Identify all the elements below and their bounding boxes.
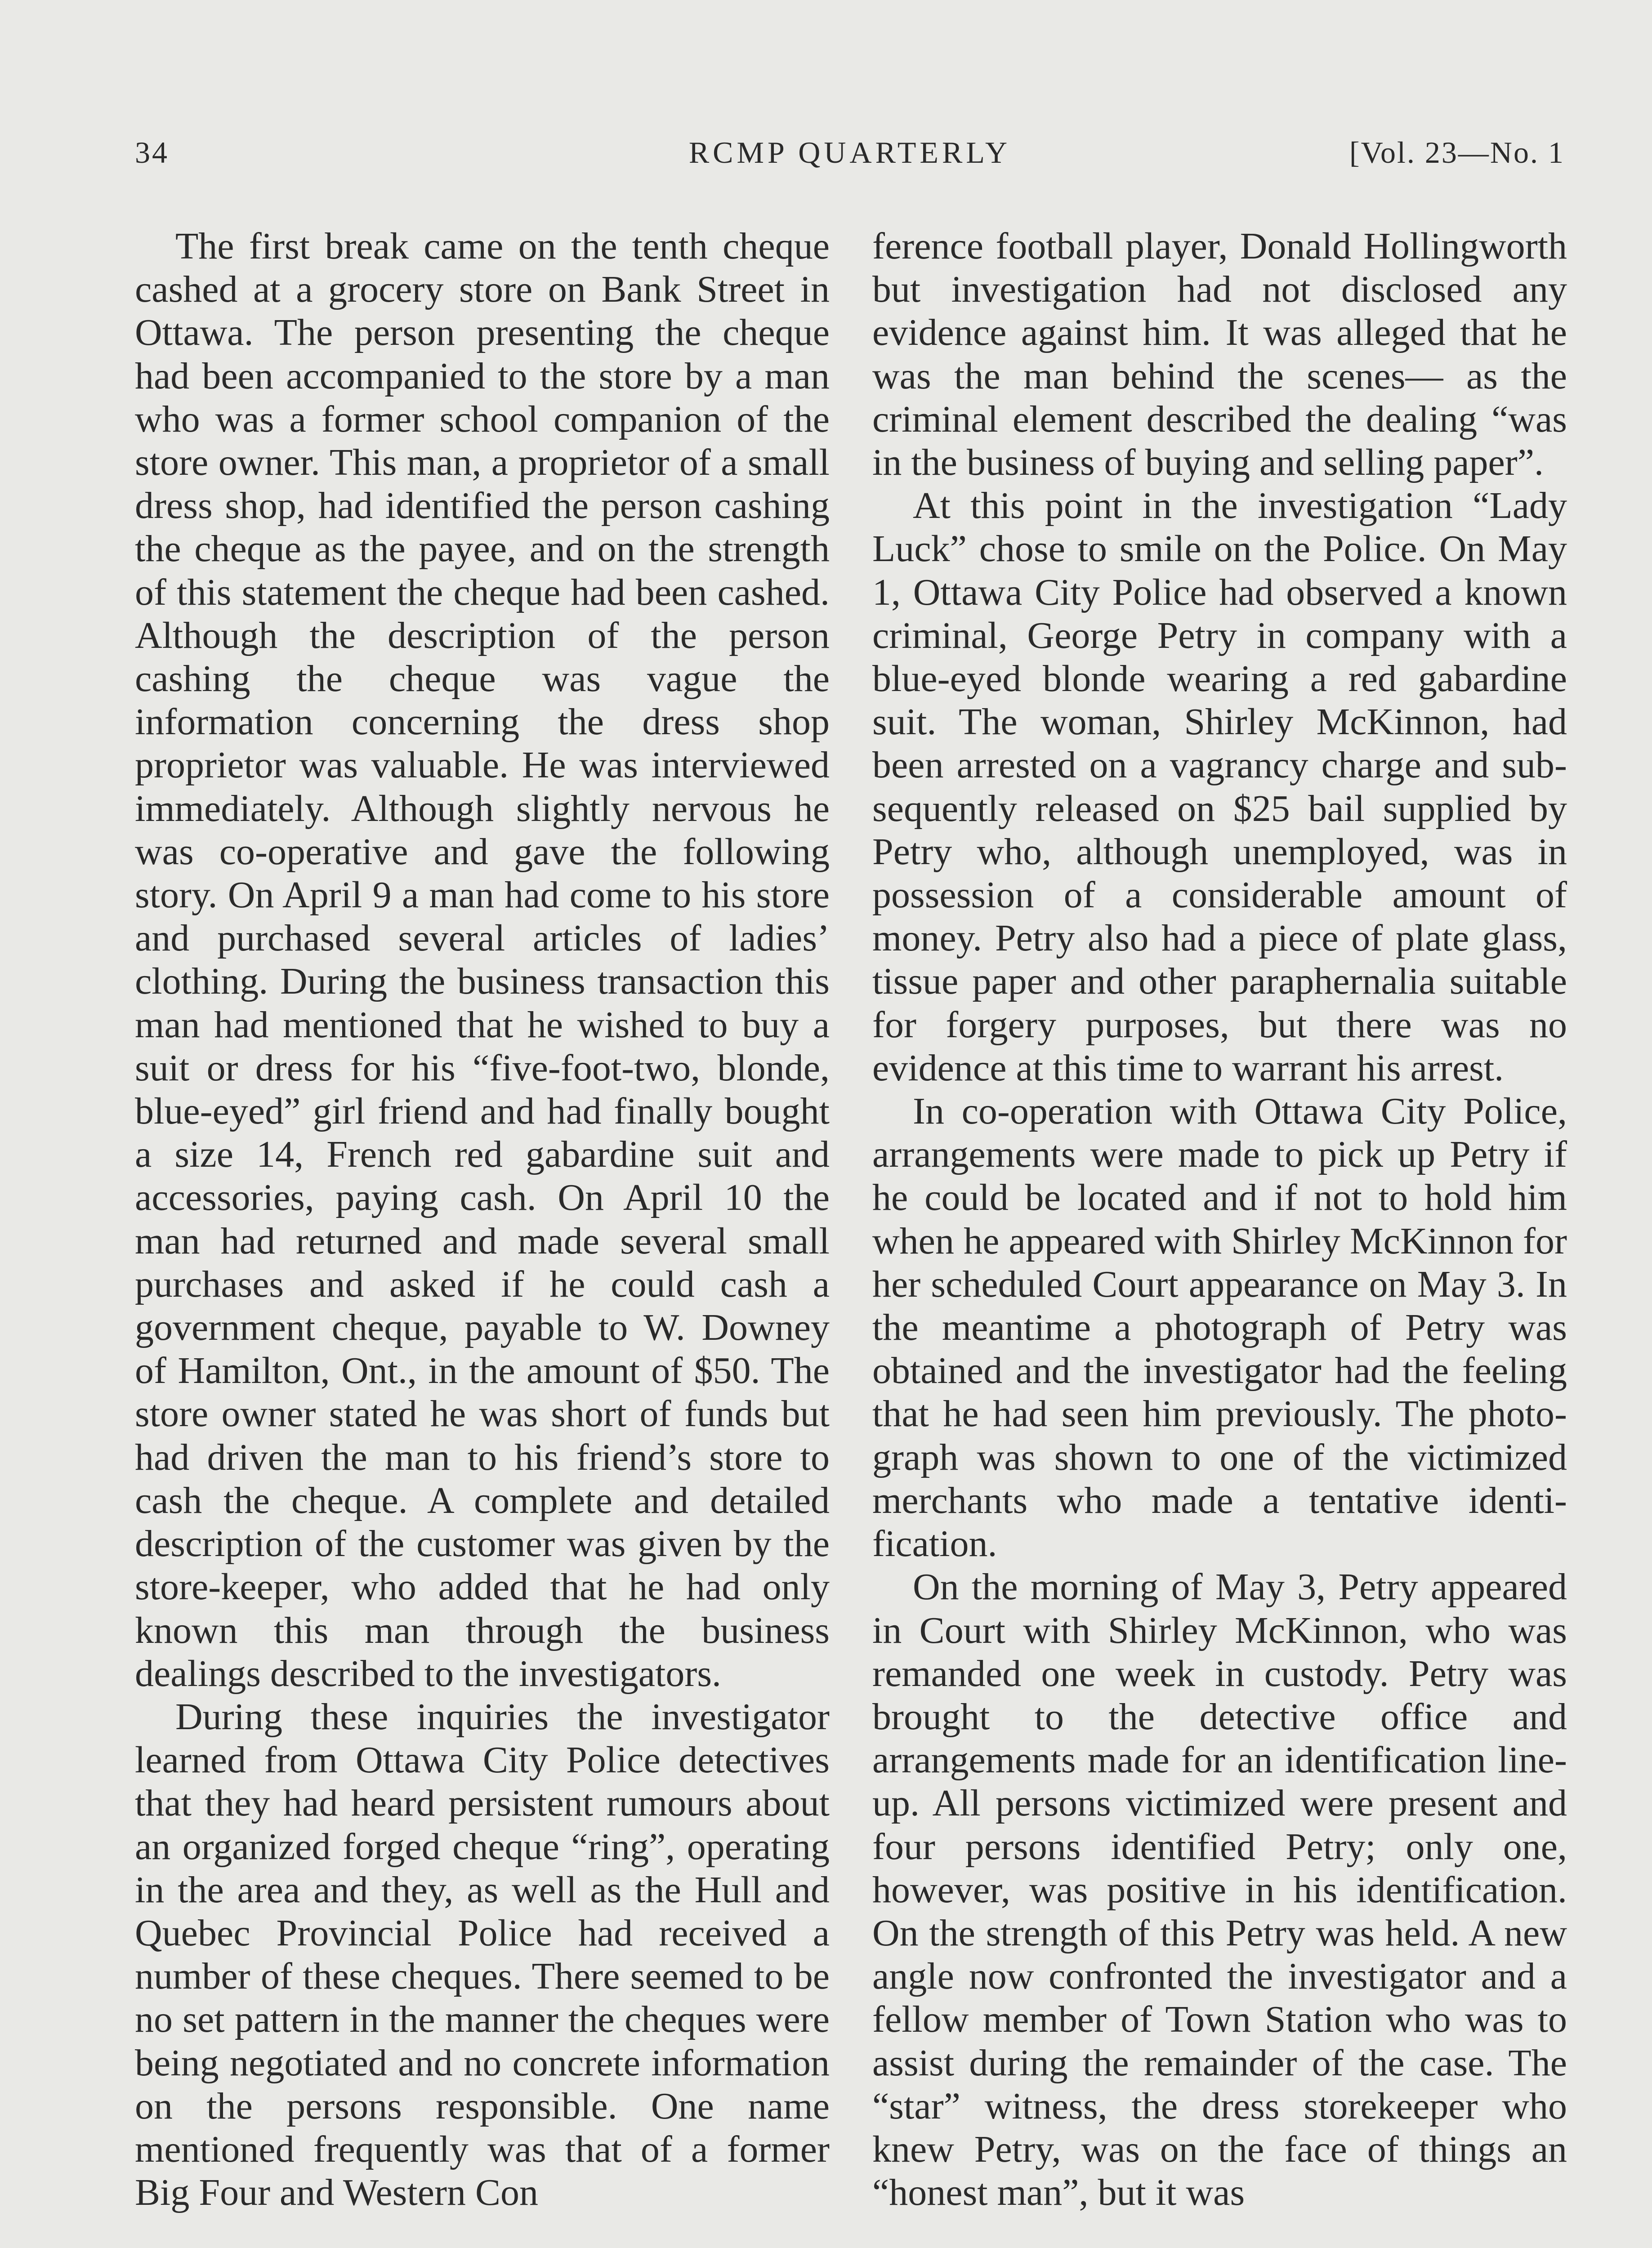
paragraph: ference football player, Donald Hollingworth but investigation had not disclosed any evidence against him. It was alleged that he was the man behind the scenes— as the criminal element described the dealing “was in the business of buying and selling paper”.: [872, 225, 1567, 484]
running-header: [135, 135, 1565, 189]
journal-title: RCMP QUARTERLY: [688, 135, 1011, 169]
right-column: [872, 225, 1567, 2214]
paragraph: The first break came on the tenth cheque cashed at a grocery store on Bank Street in Ottawa. The person presenting the cheque had been accompanied to the store by a man who was a former school companion of the store owner. This man, a proprietor of a small dress shop, had identified the person cashing the cheque as the payee, and on the strength of this statement the cheque had been cashed. Although the description of the person cashing the cheque was vague the information concerning the dress shop proprietor was valuable. He was interviewed immediately. Although slightly nervous he was co-operative and gave the following story. On April 9 a man had come to his store and purchased several articles of ladies’ clothing. During the business transaction this man had mentioned that he wished to buy a suit or dress for his “five-foot-two, blonde, blue-eyed” girl friend and had finally bought a size 14, French red gabardine suit and accessories, paying cash. On April 10 the man had returned and made several small purchases and asked if he could cash a government cheque, payable to W. Downey of Hamilton, Ont., in the amount of $50. The store owner stated he was short of funds but had driven the man to his friend’s store to cash the cheque. A complete and detailed description of the customer was given by the store-keeper, who added that he had only known this man through the business dealings described to the investigators.: [135, 225, 830, 1695]
paragraph: At this point in the investigation “Lady Luck” chose to smile on the Police. On May 1, Ottawa City Police had observed a known criminal, George Petry in company with a blue-eyed blonde wearing a red gabardine suit. The woman, Shirley McKinnon, had been arrested on a vagrancy charge and subsequently released on $25 bail supplied by Petry who, although unemployed, was in possession of a considerable amount of money. Petry also had a piece of plate glass, tissue paper and other paraphernalia suitable for forgery purposes, but there was no evidence at this time to warrant his arrest.: [872, 485, 1567, 1089]
page-number: 34: [135, 135, 169, 169]
paragraph: During these inquiries the investigator learned from Ottawa City Police detectives that they had heard persistent rumours about an organized forged cheque “ring”, operating in the area and they, as well as the Hull and Quebec Provincial Police had received a number of these cheques. There seemed to be no set pattern in the manner the cheques were being negotiated and no concrete information on the persons responsible. One name mentioned frequently was that of a former Big Four and Western Con: [135, 1695, 830, 2214]
paragraph: In co-operation with Ottawa City Police, arrangements were made to pick up Petry if he could be located and if not to hold him when he appeared with Shirley McKinnon for her scheduled Court appearance on May 3. In the meantime a photograph of Petry was obtained and the investigator had the feeling that he had seen him previously. The photograph was shown to one of the victimized merchants who made a tentative identification.: [872, 1090, 1567, 1565]
left-column: [135, 225, 830, 2214]
paragraph: On the morning of May 3, Petry appeared in Court with Shirley McKinnon, who was remanded one week in custody. Petry was brought to the detective office and arrangements made for an identification line-up. All persons victimized were present and four persons identified Petry; only one, however, was positive in his identification. On the strength of this Petry was held. A new angle now confronted the investigator and a fellow member of Town Station who was to assist during the remainder of the case. The “star” witness, the dress storekeeper who knew Petry, was on the face of things an “honest man”, but it was: [872, 1566, 1567, 2214]
volume-issue: [Vol. 23—No. 1: [1349, 135, 1565, 169]
